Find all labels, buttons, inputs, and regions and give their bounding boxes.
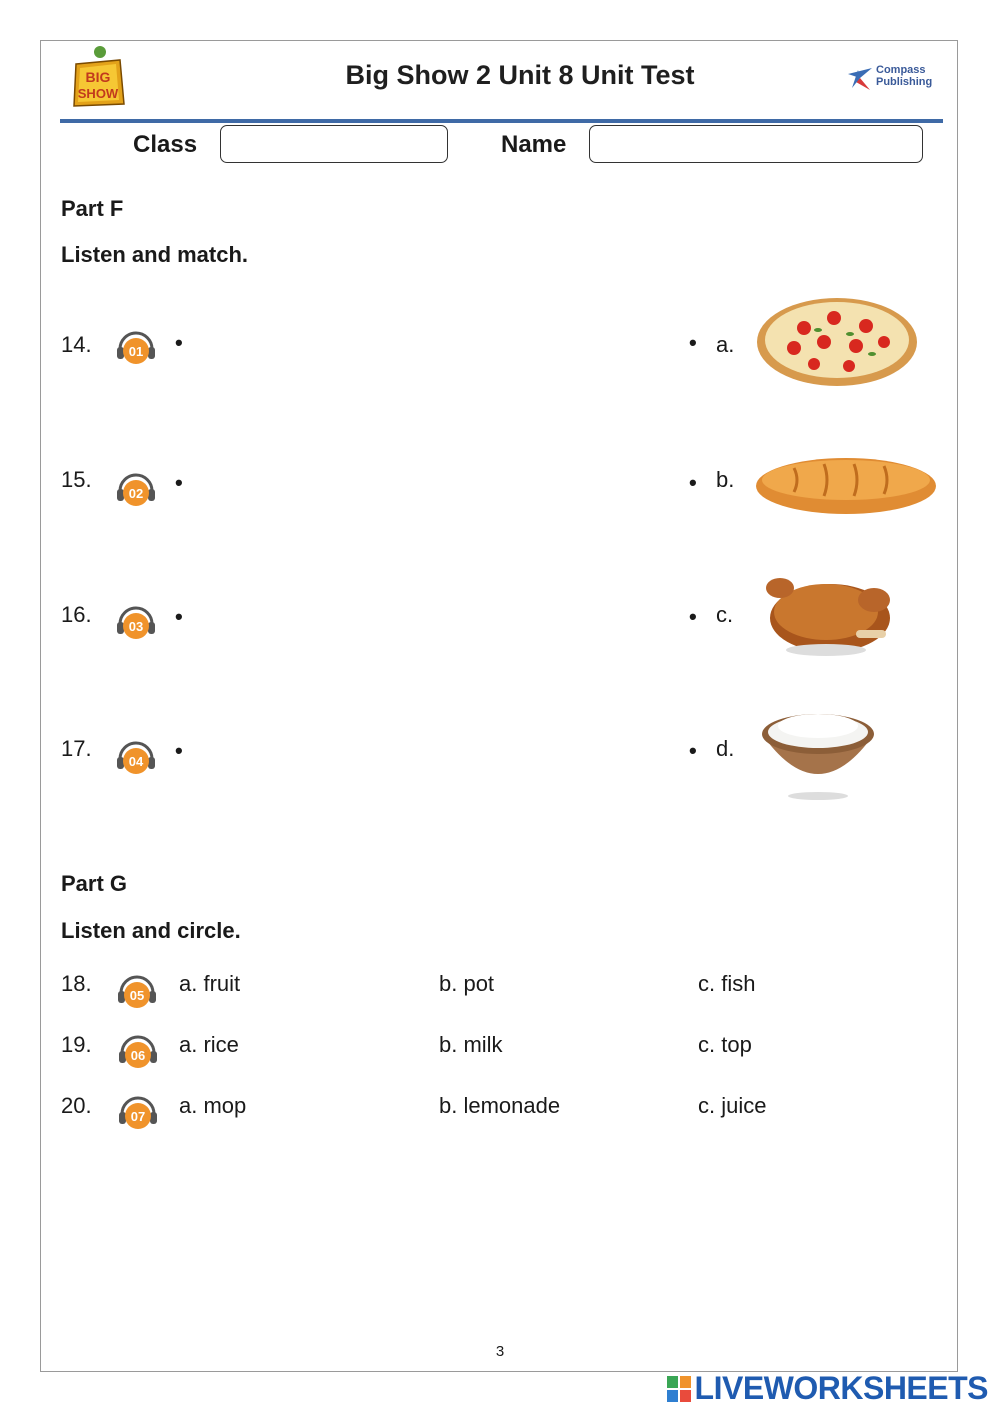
question-number: 16. bbox=[61, 602, 92, 627]
match-dot-left[interactable]: • bbox=[175, 738, 183, 763]
choice-b[interactable]: b. pot bbox=[439, 971, 495, 996]
headphone-audio-icon[interactable] bbox=[116, 1027, 160, 1071]
option-letter: a. bbox=[716, 332, 735, 357]
pizza-image bbox=[754, 290, 920, 390]
option-letter: b. bbox=[716, 467, 735, 492]
match-dot-left[interactable]: • bbox=[175, 604, 183, 629]
page-title: Big Show 2 Unit 8 Unit Test bbox=[345, 60, 695, 90]
match-dot-right[interactable]: • bbox=[689, 604, 697, 629]
publishing-text: Publishing bbox=[876, 76, 933, 88]
liveworksheets-logo-icon bbox=[667, 1376, 691, 1402]
headphone-audio-icon[interactable] bbox=[114, 733, 158, 777]
headphone-audio-icon[interactable] bbox=[114, 465, 158, 509]
class-input[interactable] bbox=[220, 125, 448, 163]
question-number: 17. bbox=[61, 736, 92, 761]
match-dot-right[interactable]: • bbox=[689, 738, 697, 763]
liveworksheets-text: LIVEWORKSHEETS bbox=[694, 1370, 988, 1406]
compass-text: Compass bbox=[876, 64, 926, 76]
bread-image bbox=[754, 452, 938, 516]
track-number: 06 bbox=[130, 1048, 146, 1063]
part-g-instruction: Listen and circle. bbox=[61, 918, 241, 943]
liveworksheets-brand[interactable] bbox=[667, 1370, 988, 1407]
choice-c[interactable]: c. fish bbox=[698, 971, 756, 996]
match-dot-left[interactable]: • bbox=[175, 470, 183, 495]
choice-b[interactable]: b. lemonade bbox=[439, 1093, 561, 1118]
choice-c[interactable]: c. top bbox=[698, 1032, 752, 1057]
option-letter: d. bbox=[716, 736, 735, 761]
choice-a[interactable]: a. fruit bbox=[179, 971, 241, 996]
choice-a[interactable]: a. mop bbox=[179, 1093, 247, 1118]
headphone-audio-icon[interactable] bbox=[114, 323, 158, 367]
option-letter: c. bbox=[716, 602, 734, 627]
match-dot-left[interactable]: • bbox=[175, 330, 183, 355]
logo-show-text: SHOW bbox=[77, 86, 119, 101]
question-number: 19. bbox=[61, 1032, 92, 1057]
question-number: 15. bbox=[61, 467, 92, 492]
compass-star-icon bbox=[846, 64, 874, 92]
headphone-audio-icon[interactable] bbox=[114, 598, 158, 642]
logo-big-text: BIG bbox=[85, 69, 111, 85]
choice-c[interactable]: c. juice bbox=[698, 1093, 767, 1118]
name-label: Name bbox=[501, 131, 567, 158]
track-number: 05 bbox=[129, 988, 145, 1003]
headphone-audio-icon[interactable] bbox=[115, 967, 159, 1011]
track-number: 02 bbox=[128, 486, 144, 501]
track-number: 01 bbox=[128, 344, 144, 359]
track-number: 03 bbox=[128, 619, 144, 634]
question-number: 20. bbox=[61, 1093, 92, 1118]
headphone-audio-icon[interactable] bbox=[116, 1088, 160, 1132]
header-rule bbox=[60, 119, 943, 123]
track-number: 04 bbox=[128, 754, 144, 769]
part-f-instruction: Listen and match. bbox=[61, 242, 249, 267]
choice-a[interactable]: a. rice bbox=[179, 1032, 239, 1057]
compass-publishing-logo bbox=[846, 62, 946, 94]
class-label: Class bbox=[133, 131, 198, 158]
roast-chicken-image bbox=[756, 558, 898, 662]
part-f-heading: Part F bbox=[61, 196, 124, 221]
part-g-heading: Part G bbox=[61, 871, 128, 896]
match-dot-right[interactable]: • bbox=[689, 470, 697, 495]
match-dot-right[interactable]: • bbox=[689, 330, 697, 355]
question-number: 14. bbox=[61, 332, 92, 357]
page-number: 3 bbox=[495, 1343, 505, 1360]
track-number: 07 bbox=[130, 1109, 146, 1124]
question-number: 18. bbox=[61, 971, 92, 996]
rice-bowl-image bbox=[756, 694, 880, 802]
choice-b[interactable]: b. milk bbox=[439, 1032, 503, 1057]
name-input[interactable] bbox=[589, 125, 923, 163]
